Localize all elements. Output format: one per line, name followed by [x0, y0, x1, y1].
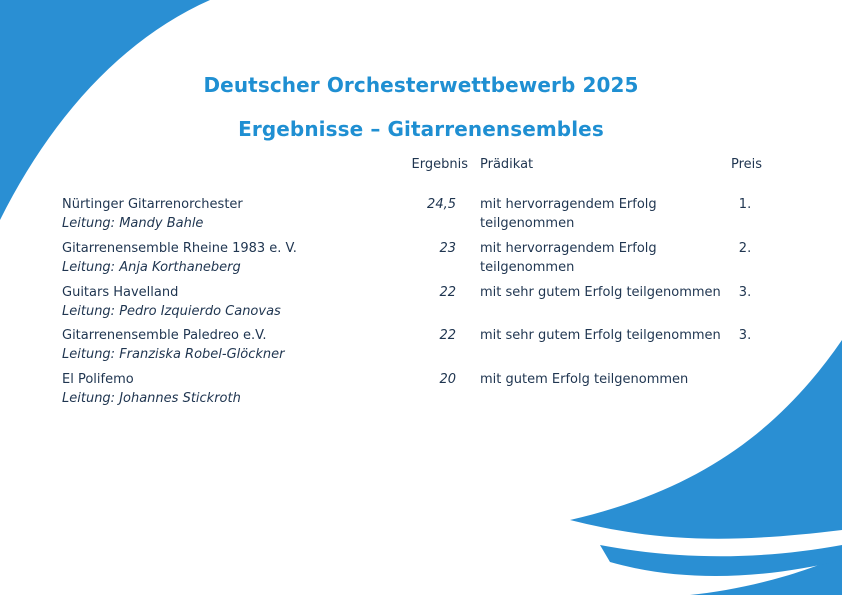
ensemble-leitung: Leitung: Anja Korthaneberg [62, 260, 241, 275]
prize-value: 3. [738, 328, 752, 343]
page-subtitle: Ergebnisse – Gitarrenensembles [238, 117, 604, 141]
ensemble-leitung: Leitung: Franziska Robel-Glöckner [62, 347, 285, 362]
ensemble-cell [62, 283, 392, 321]
ensemble-leitung: Leitung: Mandy Bahle [62, 216, 204, 231]
prize-value: 2. [738, 241, 752, 256]
ensemble-name: Gitarrenensemble Paledreo e.V. [62, 328, 267, 343]
table-row [0, 370, 842, 412]
column-header-ergebnis: Ergebnis [411, 157, 468, 172]
ensemble-leitung: Leitung: Pedro Izquierdo Canovas [62, 304, 281, 319]
column-header-preis: Preis [731, 157, 763, 172]
column-header-praedikat: Prädikat [480, 157, 534, 172]
score-value: 20 [439, 372, 456, 387]
rating-text: mit gutem Erfolg teilgenommen [480, 372, 689, 387]
prize-value: 1. [738, 197, 752, 212]
score-value: 22 [439, 285, 456, 300]
rating-text: mit hervorragendem Erfolg teilgenommen [480, 241, 657, 275]
top-left-swoosh [0, 0, 210, 220]
rating-text: mit sehr gutem Erfolg teilgenommen [480, 285, 721, 300]
ensemble-cell [62, 239, 392, 277]
prize-value: 3. [738, 285, 752, 300]
score-value: 24,5 [427, 197, 456, 212]
ensemble-name: Gitarrenensemble Rheine 1983 e. V. [62, 241, 297, 256]
score-value: 22 [439, 328, 456, 343]
ensemble-name: Nürtinger Gitarrenorchester [62, 197, 243, 212]
table-row [0, 326, 842, 368]
rating-text: mit sehr gutem Erfolg teilgenommen [480, 328, 721, 343]
ensemble-name: Guitars Havelland [62, 285, 179, 300]
score-value: 23 [439, 241, 456, 256]
ensemble-cell [62, 370, 392, 408]
table-row [0, 195, 842, 237]
ensemble-name: El Polifemo [62, 372, 134, 387]
ensemble-cell [62, 195, 392, 233]
ensemble-cell [62, 326, 392, 364]
table-row [0, 239, 842, 281]
page-title: Deutscher Orchesterwettbewerb 2025 [203, 73, 639, 97]
rating-text: mit hervorragendem Erfolg teilgenommen [480, 197, 657, 231]
ensemble-leitung: Leitung: Johannes Stickroth [62, 391, 241, 406]
table-row [0, 283, 842, 325]
